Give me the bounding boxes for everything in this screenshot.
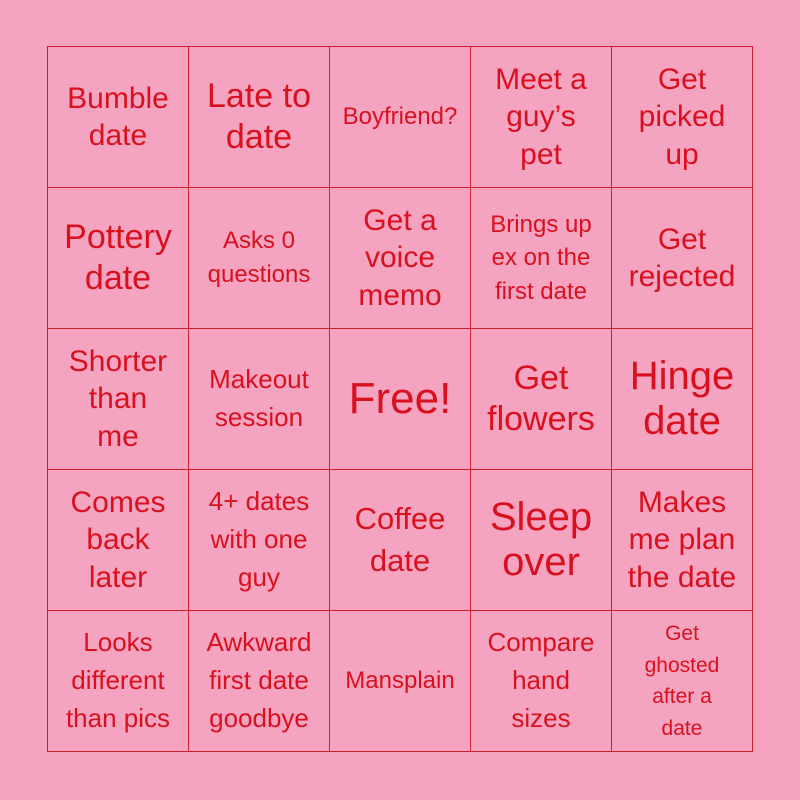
bingo-cell-r2c3[interactable]: Get a voice memo	[330, 188, 471, 329]
bingo-cell-r3c1[interactable]: Shorter than me	[48, 329, 189, 470]
bingo-cell-r1c5[interactable]: Get picked up	[612, 47, 753, 188]
bingo-cell-r2c4[interactable]: Brings up ex on the first date	[471, 188, 612, 329]
bingo-cell-r2c5[interactable]: Get rejected	[612, 188, 753, 329]
bingo-cell-r5c1[interactable]: Looks different than pics	[48, 611, 189, 752]
bingo-cell-r5c4[interactable]: Compare hand sizes	[471, 611, 612, 752]
bingo-cell-r3c2[interactable]: Makeout session	[189, 329, 330, 470]
bingo-cell-r2c1[interactable]: Pottery date	[48, 188, 189, 329]
bingo-cell-r4c5[interactable]: Makes me plan the date	[612, 470, 753, 611]
bingo-cell-r1c4[interactable]: Meet a guy’s pet	[471, 47, 612, 188]
bingo-board	[47, 46, 753, 752]
bingo-cell-r4c3[interactable]: Coffee date	[330, 470, 471, 611]
bingo-cell-r1c1[interactable]: Bumble date	[48, 47, 189, 188]
bingo-cell-r4c1[interactable]: Comes back later	[48, 470, 189, 611]
bingo-cell-r1c2[interactable]: Late to date	[189, 47, 330, 188]
bingo-cell-r4c2[interactable]: 4+ dates with one guy	[189, 470, 330, 611]
bingo-cell-r2c2[interactable]: Asks 0 questions	[189, 188, 330, 329]
bingo-cell-r5c3[interactable]: Mansplain	[330, 611, 471, 752]
bingo-cell-r5c2[interactable]: Awkward first date goodbye	[189, 611, 330, 752]
bingo-cell-r4c4[interactable]: Sleep over	[471, 470, 612, 611]
bingo-cell-r3c4[interactable]: Get flowers	[471, 329, 612, 470]
bingo-cell-r5c5[interactable]: Get ghosted after a date	[612, 611, 753, 752]
bingo-cell-free-space[interactable]: Free!	[330, 329, 471, 470]
bingo-cell-r3c5[interactable]: Hinge date	[612, 329, 753, 470]
bingo-cell-r1c3[interactable]: Boyfriend?	[330, 47, 471, 188]
